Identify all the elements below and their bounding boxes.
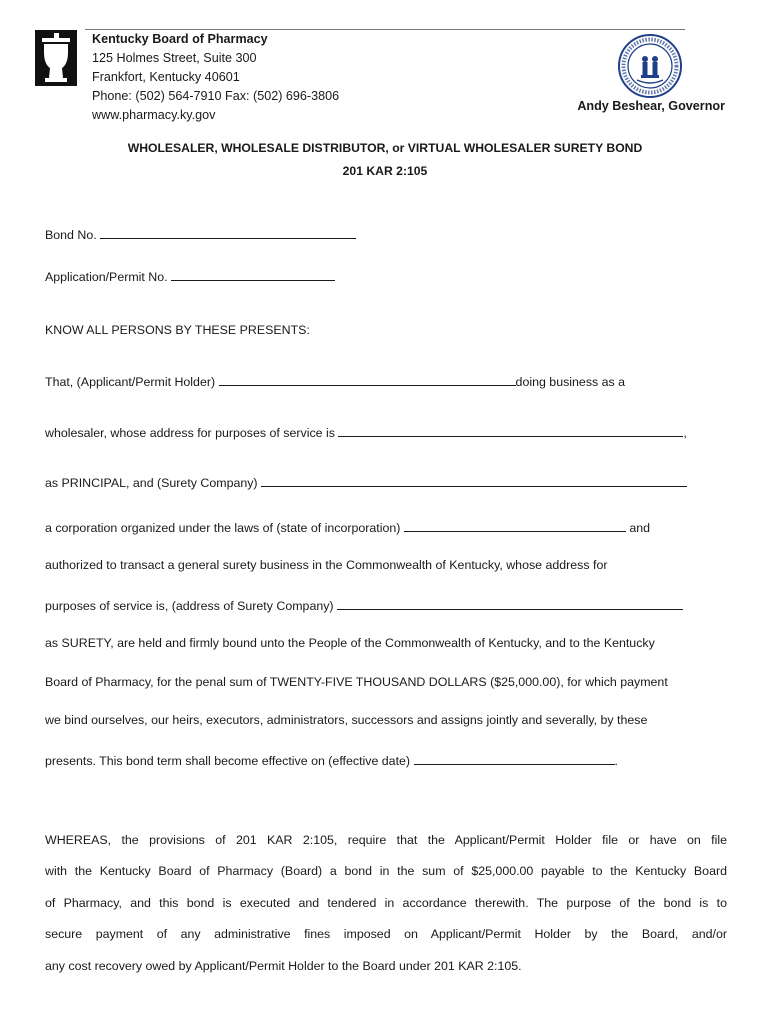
surety-company-row: [45, 474, 687, 490]
we-bind-line: we bind ourselves, our heirs, executors, administrators, successors and assigns jointly and severally, by these: [45, 713, 648, 727]
form-title: WHOLESALER, WHOLESALE DISTRIBUTOR, or VIRTUAL WHOLESALER SURETY BOND: [127, 141, 643, 155]
state-incorporation-row: [45, 519, 650, 535]
comma-text: ,: [683, 426, 687, 440]
applicant-name-field[interactable]: [219, 373, 516, 386]
state-incorporation-label: a corporation organized under the laws of (state of incorporation): [45, 521, 401, 535]
effective-date-row: [45, 752, 618, 768]
surety-address-label: purposes of service is, (address of Surety Company): [45, 599, 334, 613]
wholesaler-address-row: [45, 424, 687, 440]
state-incorporation-field[interactable]: [404, 519, 626, 532]
governor-name: Andy Beshear, Governor: [577, 99, 725, 113]
mortar-pestle-icon: [35, 30, 77, 86]
bond-number-field[interactable]: [100, 226, 356, 239]
whereas-line-5: any cost recovery owed by Applicant/Permit Holder to the Board under 201 KAR 2:105.: [45, 959, 522, 973]
whereas-line-4: secure payment of any administrative fines imposed on Applicant/Permit Holder by the Board, and/or: [45, 927, 727, 941]
know-all-persons: KNOW ALL PERSONS BY THESE PRESENTS:: [45, 323, 310, 337]
whereas-line-1: WHEREAS, the provisions of 201 KAR 2:105, require that the Applicant/Permit Holder file or have on file: [45, 833, 727, 847]
whereas-line-2: with the Kentucky Board of Pharmacy (Board) a bond in the sum of $25,000.00 payable to the Kentucky Board: [45, 864, 727, 878]
effective-date-label: presents. This bond term shall become effective on (effective date): [45, 754, 411, 768]
surety-company-label: as PRINCIPAL, and (Surety Company): [45, 476, 258, 490]
wholesaler-address-field[interactable]: [338, 424, 683, 437]
kentucky-state-seal-icon: [617, 33, 683, 99]
application-number-label: Application/Permit No.: [45, 270, 168, 284]
bond-number-label: Bond No.: [45, 228, 97, 242]
website-link[interactable]: www.pharmacy.ky.gov: [92, 108, 216, 122]
and-text: and: [629, 521, 650, 535]
application-number-row: [45, 268, 335, 284]
as-surety-line: as SURETY, are held and firmly bound unto the People of the Commonwealth of Kentucky, and to the Kentucky: [45, 636, 655, 650]
applicant-label: That, (Applicant/Permit Holder): [45, 375, 216, 389]
application-number-field[interactable]: [171, 268, 335, 281]
doing-business-text: doing business as a: [515, 375, 626, 389]
wholesaler-address-label: wholesaler, whose address for purposes of service is: [45, 426, 335, 440]
effective-date-field[interactable]: [414, 752, 615, 765]
phone-fax: Phone: (502) 564-7910 Fax: (502) 696-3806: [92, 89, 340, 103]
address-line-1: 125 Holmes Street, Suite 300: [92, 51, 257, 65]
applicant-row: [45, 373, 625, 389]
authorized-line: authorized to transact a general surety business in the Commonwealth of Kentucky, whose address for: [45, 558, 608, 572]
surety-address-row: [45, 597, 683, 613]
surety-company-field[interactable]: [261, 474, 687, 487]
period-text: .: [614, 754, 618, 768]
surety-address-field[interactable]: [337, 597, 683, 610]
address-line-2: Frankfort, Kentucky 40601: [92, 70, 240, 84]
regulation-number: 201 KAR 2:105: [342, 164, 428, 178]
bond-number-row: [45, 226, 356, 242]
whereas-line-3: of Pharmacy, and this bond is executed and tendered in accordance therewith. The purpose of the bond is to: [45, 896, 727, 910]
org-name: Kentucky Board of Pharmacy: [92, 32, 268, 46]
penal-sum-line: Board of Pharmacy, for the penal sum of TWENTY-FIVE THOUSAND DOLLARS ($25,000.00), for which payment: [45, 675, 668, 689]
